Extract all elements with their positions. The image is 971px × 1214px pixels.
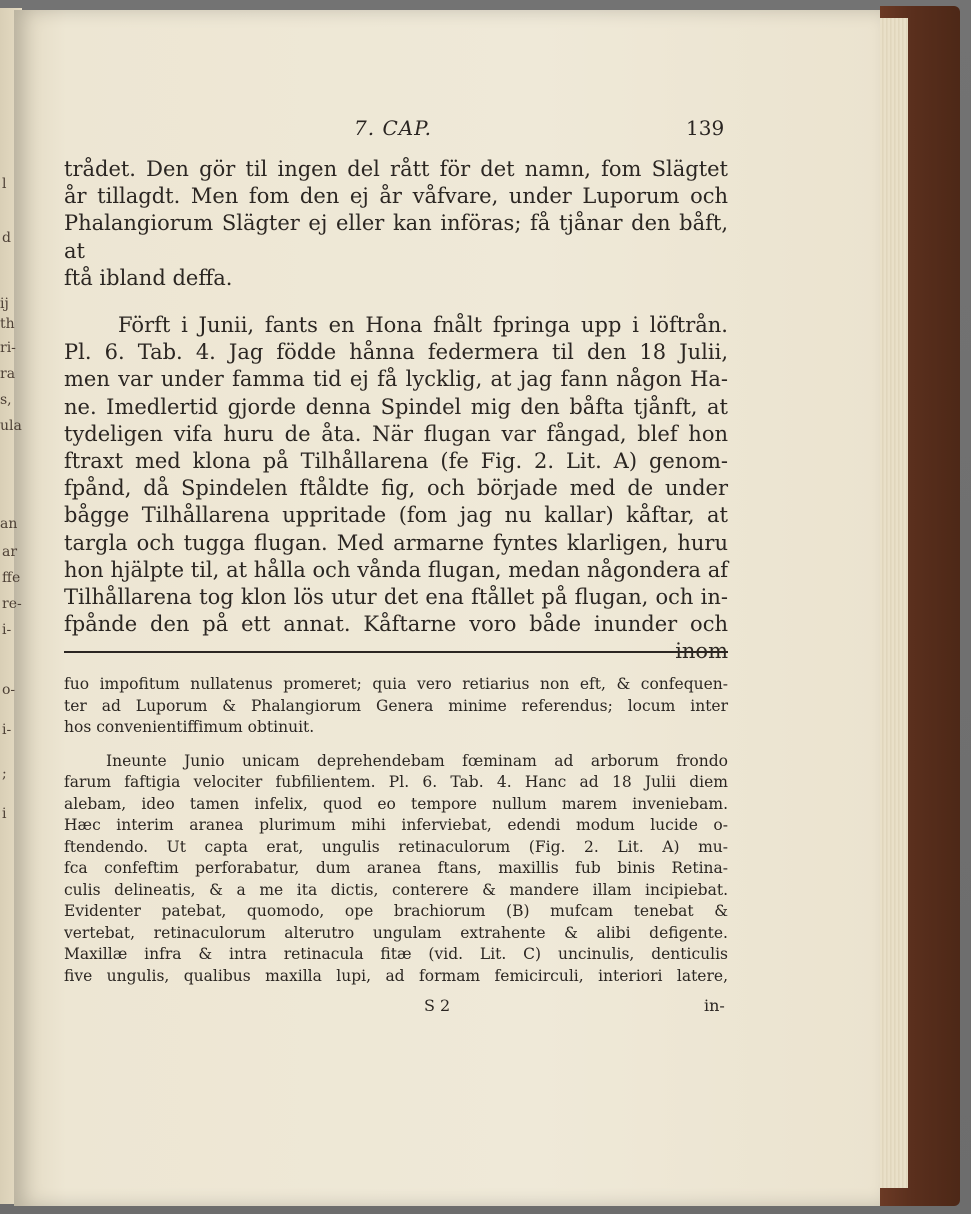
note-line: Hæc interim aranea plurimum mihi inferviebat, edendi modum lucide o- bbox=[64, 816, 728, 834]
margin-fragment: i- bbox=[2, 722, 12, 738]
margin-fragment: an bbox=[0, 516, 18, 532]
margin-fragment: l bbox=[2, 176, 7, 192]
text-line: trådet. Den gör til ingen del rått för det namn, fom Slägtet bbox=[64, 157, 728, 181]
signature-mark: S 2 bbox=[424, 996, 451, 1015]
text-line: fpånde den på ett annat. Kåftarne voro både inunder och bbox=[64, 612, 728, 637]
note-line: fca confeftim perforabatur, dum aranea ftans, maxillis fub binis Retina- bbox=[64, 859, 728, 877]
note-line: fuo impofitum nullatenus promeret; quia vero retiarius non eft, & confequen- bbox=[64, 675, 728, 693]
catchword: in- bbox=[704, 996, 725, 1015]
margin-fragment: s, bbox=[0, 392, 12, 408]
margin-fragment: ffe bbox=[2, 570, 21, 586]
margin-fragment: ar bbox=[2, 544, 18, 560]
note-line: Maxillæ infra & intra retinacula fitæ (vid. Lit. C) uncinulis, denticulis bbox=[64, 945, 728, 963]
page-number: 139 bbox=[686, 116, 725, 140]
text-line: bågge Tilhållarena uppritade (fom jag nu kallar) kåftar, at bbox=[64, 503, 728, 528]
margin-fragment: ri- bbox=[0, 340, 16, 356]
text-line: Tilhållarena tog klon lös utur det ena ftållet på flugan, och in- bbox=[64, 585, 728, 610]
margin-fragment: o- bbox=[2, 682, 16, 698]
text-line: ne. Imedlertid gjorde denna Spindel mig den båfta tjånft, at bbox=[64, 394, 728, 419]
note-line: alebam, ideo tamen infelix, quod eo tempore nullum marem inveniebam. bbox=[64, 794, 728, 813]
margin-fragment: i- bbox=[2, 622, 12, 638]
text-line: hon hjälpte til, at hålla och vånda flugan, medan någondera af bbox=[64, 557, 728, 582]
note-line: hos convenientiffimum obtinuit. bbox=[64, 718, 315, 736]
footnote-rule bbox=[64, 651, 728, 653]
text-line: Phalangiorum Slägter ej eller kan införas; få tjånar den båft, at bbox=[64, 211, 728, 263]
margin-fragment: ula bbox=[0, 418, 22, 434]
margin-fragment: ; bbox=[2, 766, 7, 782]
margin-fragment: i bbox=[2, 806, 7, 822]
text-line: men var under famma tid ej få lycklig, at jag fann någon Ha- bbox=[64, 367, 728, 392]
text-line: år tillagdt. Men fom den ej år våfvare, under Luporum och bbox=[64, 184, 728, 209]
latin-footnote bbox=[64, 674, 728, 987]
note-line: five ungulis, qualibus maxilla lupi, ad formam femicirculi, interiori latere, bbox=[64, 966, 728, 985]
note-line: culis delineatis, & a me ita dictis, conterere & mandere illam incipiebat. bbox=[64, 880, 728, 899]
margin-fragment: d bbox=[2, 230, 11, 246]
running-head: 7. CAP. bbox=[354, 116, 432, 140]
margin-fragment: re- bbox=[2, 596, 22, 612]
text-line: ftå ibland deffa. bbox=[64, 265, 233, 290]
text-line: tydeligen vifa huru de åta. När flugan var fångad, blef hon bbox=[64, 421, 728, 446]
text-line: ftraxt med klona på Tilhållarena (fe Fig. 2. Lit. A) genom- bbox=[64, 449, 728, 474]
text-line: targla och tugga flugan. Med armarne fyntes klarligen, huru bbox=[64, 530, 728, 555]
main-text bbox=[64, 156, 728, 666]
text-line: Pl. 6. Tab. 4. Jag födde hånna federmera til den 18 Julii, bbox=[64, 340, 728, 365]
margin-fragment: ij bbox=[0, 296, 9, 312]
text-line: Förft i Junii, fants en Hona fnålt fpringa upp i löftrån. bbox=[118, 313, 728, 338]
note-line: Evidenter patebat, quomodo, ope brachiorum (B) mufcam tenebat & bbox=[64, 902, 728, 920]
margin-fragment: ra bbox=[0, 366, 16, 382]
text-line: fpånd, då Spindelen ftåldte fig, och började med de under bbox=[64, 476, 728, 501]
note-line: Ineunte Junio unicam deprehendebam fœminam ad arborum frondo bbox=[106, 751, 728, 770]
note-line: farum faftigia velociter fubfilientem. Pl. 6. Tab. 4. Hanc ad 18 Julii diem bbox=[64, 773, 728, 791]
note-line: ter ad Luporum & Phalangiorum Genera minime referendus; locum inter bbox=[64, 696, 728, 715]
note-line: ftendendo. Ut capta erat, ungulis retinaculorum (Fig. 2. Lit. A) mu- bbox=[64, 837, 728, 856]
note-line: vertebat, retinaculorum alterutro ungulam extrahente & alibi defigente. bbox=[64, 923, 728, 942]
catchword-main: inom bbox=[675, 639, 728, 664]
margin-fragment: th bbox=[0, 316, 15, 332]
